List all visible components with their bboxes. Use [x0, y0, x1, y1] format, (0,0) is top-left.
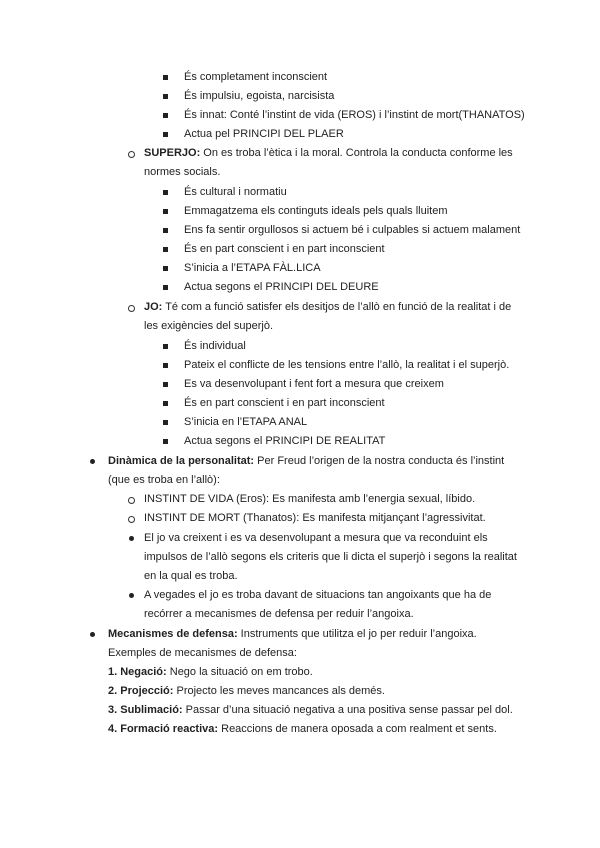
- dinamica-line-1: Dinàmica de la personalitat: Per Freud l’origen de la nostra conducta és l’instint: [108, 455, 505, 467]
- list-item: És impulsiu, egoista, narcisista: [184, 90, 335, 102]
- square-bullet-icon: [163, 382, 168, 387]
- disc-bullet-icon: [129, 536, 134, 541]
- list-item: S’inicia en l’ETAPA ANAL: [184, 416, 308, 428]
- dinamica-line-2: (que es troba en l’allò):: [108, 474, 220, 486]
- mecanismes-label: Mecanismes de defensa:: [108, 628, 238, 640]
- list-item: És en part conscient i en part inconscient: [184, 397, 385, 409]
- list-item: Actua pel PRINCIPI DEL PLAER: [184, 128, 344, 140]
- superjo-line-1: SUPERJO: On es troba l’ètica i la moral. Controla la conducta conforme les: [144, 147, 513, 159]
- list-item: Emmagatzema els continguts ideals pels quals lluitem: [184, 205, 448, 217]
- list-item: INSTINT DE VIDA (Eros): Es manifesta amb l’energia sexual, líbido.: [144, 493, 476, 505]
- jo-line-2: les exigències del superjò.: [144, 320, 274, 332]
- list-item: És en part conscient i en part inconscient: [184, 243, 385, 255]
- disc-bullet-icon: [90, 632, 95, 637]
- paragraph-line: recórrer a mecanismes de defensa per reduir l’angoixa.: [144, 608, 414, 620]
- square-bullet-icon: [163, 420, 168, 425]
- defense-item: 4. Formació reactiva: Reaccions de manera oposada a com realment et sents.: [108, 723, 497, 735]
- list-item: És innat: Conté l’instint de vida (EROS) i l’instint de mort(THANATOS): [184, 109, 525, 121]
- square-bullet-icon: [163, 247, 168, 252]
- disc-bullet-icon: [129, 593, 134, 598]
- defense-item: 1. Negació: Nego la situació on em trobo.: [108, 666, 313, 678]
- list-item: Actua segons el PRINCIPI DE REALITAT: [184, 435, 386, 447]
- list-item: És completament inconscient: [184, 71, 328, 83]
- list-item: Actua segons el PRINCIPI DEL DEURE: [184, 281, 379, 293]
- list-item: Pateix el conflicte de les tensions entre l’allò, la realitat i el superjò.: [184, 359, 510, 371]
- square-bullet-icon: [163, 363, 168, 368]
- square-bullet-icon: [163, 285, 168, 290]
- mecanismes-line-1: Mecanismes de defensa: Instruments que utilitza el jo per reduir l’angoixa.: [108, 628, 477, 640]
- square-bullet-icon: [163, 190, 168, 195]
- square-bullet-icon: [163, 266, 168, 271]
- jo-line-1: JO: Té com a funció satisfer els desitjos de l’allò en funció de la realitat i de: [144, 301, 512, 313]
- square-bullet-icon: [163, 132, 168, 137]
- square-bullet-icon: [163, 209, 168, 214]
- superjo-label: SUPERJO:: [144, 147, 201, 159]
- list-item: INSTINT DE MORT (Thanatos): Es manifesta mitjançant l’agressivitat.: [144, 512, 486, 524]
- square-bullet-icon: [163, 228, 168, 233]
- dinamica-label: Dinàmica de la personalitat:: [108, 455, 255, 467]
- list-item: Ens fa sentir orgullosos si actuem bé i culpables si actuem malament: [184, 224, 521, 236]
- square-bullet-icon: [163, 113, 168, 118]
- circle-bullet-icon: [128, 516, 135, 523]
- square-bullet-icon: [163, 439, 168, 444]
- square-bullet-icon: [163, 401, 168, 406]
- paragraph-line: El jo va creixent i es va desenvolupant a mesura que va reconduint els: [144, 532, 488, 544]
- square-bullet-icon: [163, 75, 168, 80]
- circle-bullet-icon: [128, 497, 135, 504]
- square-bullet-icon: [163, 344, 168, 349]
- list-item: Es va desenvolupant i fent fort a mesura que creixem: [184, 378, 444, 390]
- paragraph-line: en la qual es troba.: [144, 570, 238, 582]
- list-item: És cultural i normatiu: [184, 186, 287, 198]
- circle-bullet-icon: [128, 305, 135, 312]
- paragraph-line: A vegades el jo es troba davant de situacions tan angoixants que ha de: [144, 589, 492, 601]
- defense-item: 3. Sublimació: Passar d’una situació negativa a una positiva sense passar pel dol.: [108, 704, 513, 716]
- paragraph-line: impulsos de l’allò segons els criteris que li dicta el superjò i segons la realitat: [144, 551, 517, 563]
- square-bullet-icon: [163, 94, 168, 99]
- superjo-line-2: normes socials.: [144, 166, 221, 178]
- jo-label: JO:: [144, 301, 163, 313]
- mecanismes-intro: Exemples de mecanismes de defensa:: [108, 647, 297, 659]
- defense-item: 2. Projecció: Projecto les meves mancances als demés.: [108, 685, 385, 697]
- list-item: És individual: [184, 340, 246, 352]
- circle-bullet-icon: [128, 151, 135, 158]
- list-item: S’inicia a l’ETAPA FÀL.LICA: [184, 262, 321, 274]
- disc-bullet-icon: [90, 459, 95, 464]
